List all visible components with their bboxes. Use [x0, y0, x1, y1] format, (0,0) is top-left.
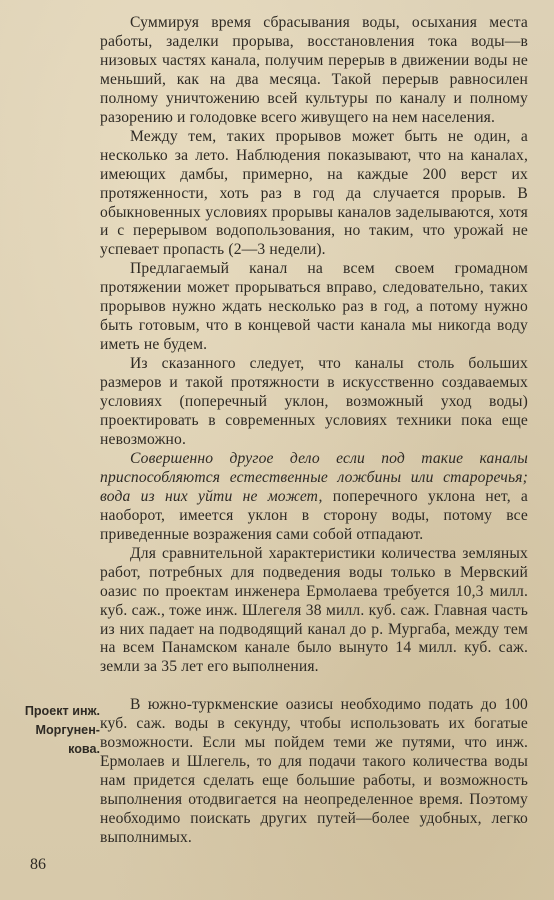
page-number: 86 — [30, 856, 46, 873]
paragraph-natural-channels-rest: поперечного уклона нет, а наоборот, имеется уклон в сторону воды, потому все приведенные возражения сами собой отпадают. — [100, 487, 528, 543]
paragraph-conclusion: Из сказанного следует, что каналы столь больших размеров и такой протяжности в искусственно создаваемых условиях (поперечный уклон, возможный уход воды) проектировать в современных условиях техники пока еще невозможно. — [100, 355, 528, 448]
margin-note-line: кова. — [68, 742, 100, 756]
paragraph-proposed-canal: Предлагаемый канал на всем своем громадном протяжении может прорываться вправо, следовательно, таких прорывов нужно ждать несколько раз в год, а потому нужно быть готовым, что в концевой части канала мы никогда воду иметь не будем. — [100, 260, 528, 354]
margin-note-line: Проект инж. — [24, 704, 100, 718]
margin-note-line: Моргунен- — [35, 723, 100, 737]
italic-emphasis: Совершенно другое дело если под такие каналы приспособляются естественные ложбины или староречья; вода из них уйти не может, — [100, 449, 528, 505]
margin-note-heading — [12, 702, 100, 759]
paragraph-natural-channels — [100, 450, 528, 545]
paragraph-comparison: Для сравнительной характеристики количества земляных работ, потребных для подведения воды только в Мервский оазис по проектам инженера Ермолаева требуется 10,3 милл. куб. саж., тоже инж. Шлегеля 38 милл. куб. саж. Главная часть из них падает на подводящий канал до р. Мургаба, между тем на всем Панамском канале было вынуто 14 милл. куб. саж. земли за 35 лет его выполнения. — [100, 544, 528, 676]
paragraph-breaches: Между тем, таких прорывов может быть не один, а несколько за лето. Наблюдения показывают, что на каналах, имеющих дамбы, примерно, на каждые 200 верст их протяженности, хоть раз в год да случается прорыв. В обыкновенных условиях прорывы каналов заделываются, хотя и с перерывом водопользования, но таким, что урожай не успевает пропасть (2—3 недели). — [100, 127, 528, 259]
paragraph-south-oases: В южно-туркменские оазисы необходимо подать до 100 куб. саж. воды в секунду, чтобы использовать их богатые возможности. Если мы пойдем теми же путями, что инж. Ермолаев и Шлегель, то для подачи такого количества воды нам придется сделать еще большие работы, и возможность выполнения отодвигается на неопределенное время. Поэтому необходимо поискать других путей—более удобных, легко выполнимых. — [100, 696, 528, 846]
main-text-block — [100, 14, 528, 677]
paragraph-interruption: Суммируя время сбрасывания воды, осыхания места работы, заделки прорыва, восстановления тока воды—в низовых частях канала, получим перерыв в движении воды не меньший, как на два месяца. Такой перерыв равносилен полному уничтожению всей культуры по каналу и полному разорению и голодовке всего живущего на нем населения. — [100, 14, 528, 126]
section-text-block — [100, 696, 528, 848]
